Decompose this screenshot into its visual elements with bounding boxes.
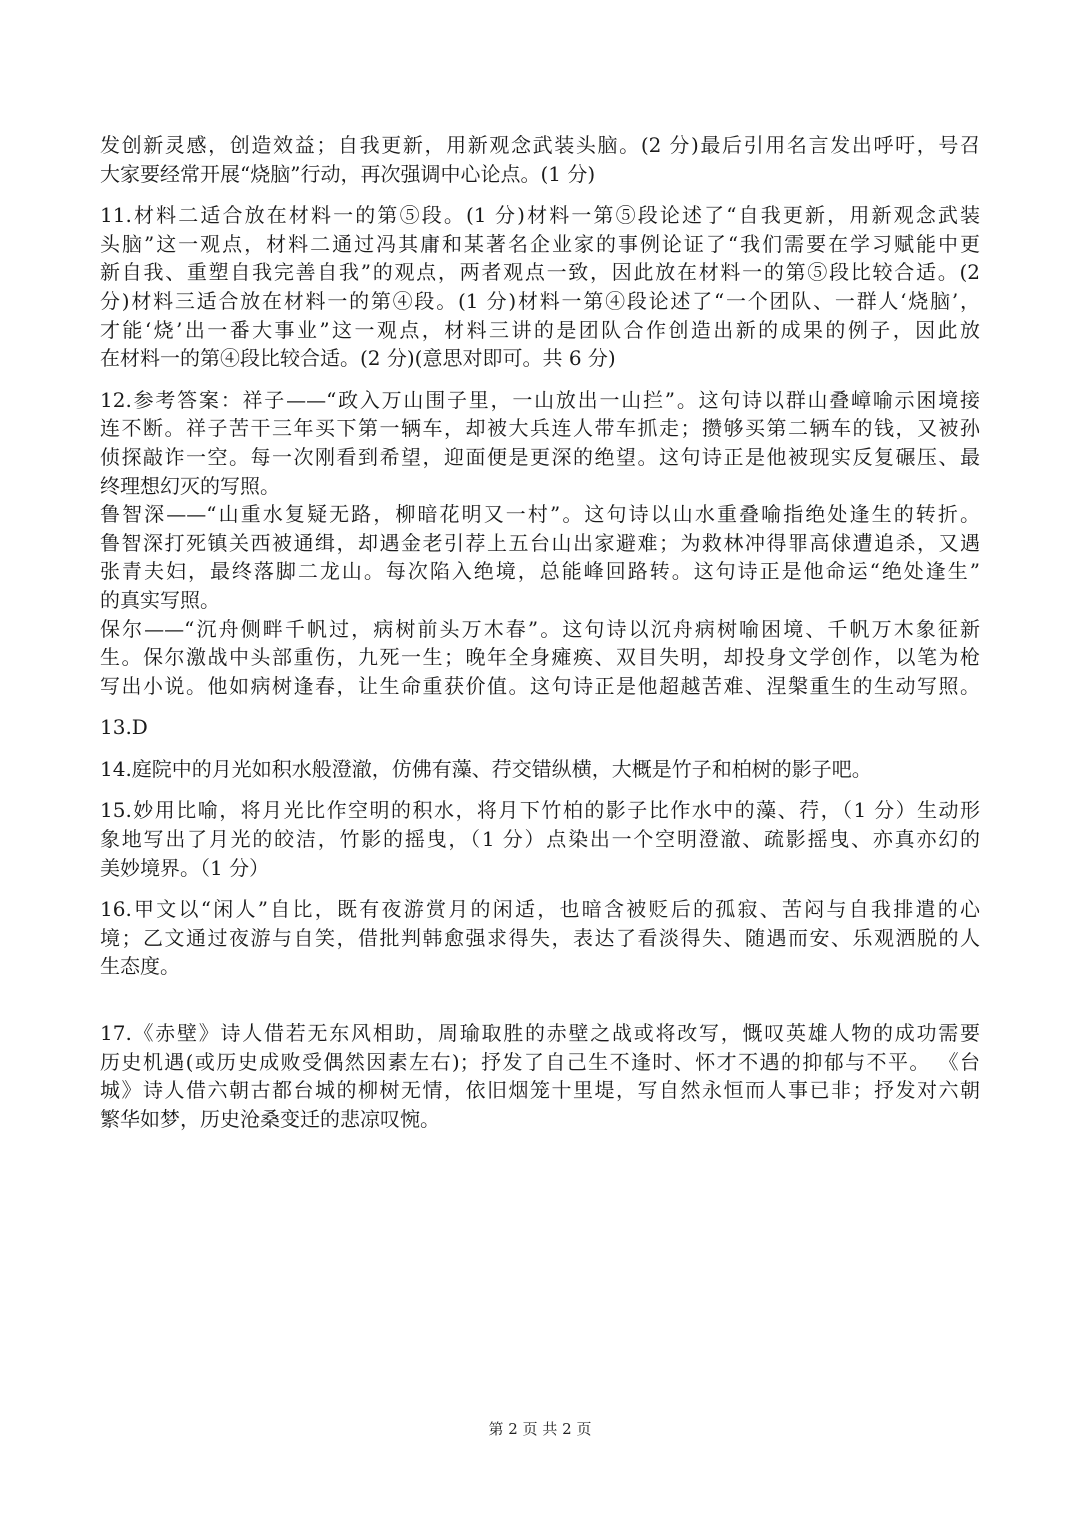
text-line: 美妙境界。（1 分） (100, 855, 270, 880)
text-line: 分)材料三适合放在材料一的第④段。(1 分)材料一第④段论述了“一个团队、一群人‘烧脑’， (100, 288, 980, 313)
text-line: 在材料一的第④段比较合适。(2 分)(意思对即可。共 6 分) (100, 346, 616, 371)
text-line: 象地写出了月光的皎洁，竹影的摇曳，（1 分）点染出一个空明澄澈、疏影摇曳、亦真亦幻的 (100, 827, 980, 852)
text-line: 头脑”这一观点，材料二通过冯其庸和某著名企业家的事例论证了“我们需要在学习赋能中更 (100, 231, 980, 256)
text-line: 写出小说。他如病树逢春，让生命重获价值。这句诗正是他超越苦难、涅槃重生的生动写照。 (100, 673, 980, 698)
text-line: 鲁智深——“山重水复疑无路，柳暗花明又一村”。这句诗以山水重叠喻指绝处逢生的转折。 (100, 502, 980, 527)
text-line: 17.《赤壁》诗人借若无东风相助，周瑜取胜的赤壁之战或将改写，慨叹英雄人物的成功需要 (100, 1021, 980, 1046)
answer-12 (100, 386, 980, 701)
answer-10-continued (100, 131, 980, 188)
text-line: 历史机遇(或历史成败受偶然因素左右)；抒发了自己生不逢时、怀才不遇的抑郁与不平。 《台 (100, 1049, 980, 1074)
text-line: 鲁智深打死镇关西被通缉，却遇金老引荐上五台山出家避难；为救林冲得罪高俅遭追杀，又遇 (100, 530, 980, 555)
text-line: 张青夫妇，最终落脚二龙山。每次陷入绝境，总能峰回路转。这句诗正是他命运“绝处逢生” (100, 559, 980, 584)
answer-13 (100, 713, 980, 742)
text-line: 13.D (100, 715, 148, 740)
text-line: 城》诗人借六朝古都台城的柳树无情，依旧烟笼十里堤，写自然永恒而人事已非；抒发对六朝 (100, 1078, 980, 1103)
text-line: 终理想幻灭的写照。 (100, 473, 280, 498)
text-line: 境；乙文通过夜游与自笑，借批判韩愈强求得失，表达了看淡得失、随遇而安、乐观洒脱的人 (100, 925, 980, 950)
text-line: 新自我、重塑自我完善自我”的观点，两者观点一致，因此放在材料一的第⑤段比较合适。(2 (100, 260, 980, 285)
text-line: 大家要经常开展“烧脑”行动，再次强调中心论点。(1 分) (100, 161, 596, 186)
text-line: 15.妙用比喻，将月光比作空明的积水，将月下竹柏的影子比作水中的藻、荇，（1 分）生动形 (100, 798, 980, 823)
answer-14 (100, 755, 980, 784)
text-line: 的真实写照。 (100, 587, 220, 612)
text-line: 保尔——“沉舟侧畔千帆过，病树前头万木春”。这句诗以沉舟病树喻困境、千帆万木象征新 (100, 616, 980, 641)
answer-17 (100, 1019, 980, 1133)
text-line: 侦探敲诈一空。每一次刚看到希望，迎面便是更深的绝望。这句诗正是他被现实反复碾压、最 (100, 444, 980, 469)
page-number-footer: 第 2 页 共 2 页 (488, 1420, 592, 1438)
text-line: 连不断。祥子苦干三年买下第一辆车，却被大兵连人带车抓走；攒够买第二辆车的钱，又被孙 (100, 416, 980, 441)
answer-document (100, 131, 980, 1133)
text-line: 12.参考答案：祥子——“政入万山围子里，一山放出一山拦”。这句诗以群山叠嶂喻示困境接 (100, 387, 980, 412)
text-line: 才能‘烧’出一番大事业”这一观点，材料三讲的是团队合作创造出新的成果的例子，因此放 (100, 317, 980, 342)
text-line: 生态度。 (100, 954, 180, 979)
answer-15 (100, 796, 980, 882)
text-line: 11.材料二适合放在材料一的第⑤段。(1 分)材料一第⑤段论述了“自我更新，用新观念武装 (100, 203, 980, 228)
text-line: 繁华如梦，历史沧桑变迁的悲凉叹惋。 (100, 1106, 440, 1131)
text-line: 生。保尔激战中头部重伤，九死一生；晚年全身瘫痪、双目失明，却投身文学创作，以笔为枪 (100, 645, 980, 670)
text-line: 16.甲文以“闲人”自比，既有夜游赏月的闲适，也暗含被贬后的孤寂、苦闷与自我排遣的心 (100, 897, 980, 922)
answer-11 (100, 201, 980, 373)
text-line: 14.庭院中的月光如积水般澄澈，仿佛有藻、荇交错纵横，大概是竹子和柏树的影子吧。 (100, 756, 872, 781)
answer-16 (100, 895, 980, 981)
text-line: 发创新灵感，创造效益；自我更新，用新观念武装头脑。(2 分)最后引用名言发出呼吁，号召 (100, 133, 980, 157)
